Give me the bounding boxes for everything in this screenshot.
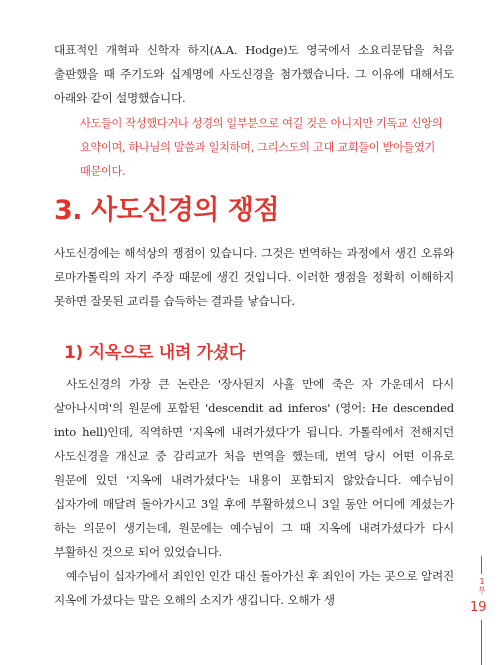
side-divider — [481, 556, 482, 574]
block-quote: 사도들이 작성했다거나 성경의 일부분으로 여길 것은 아니지만 기독교 신앙의 요약이며, 하나님의 말씀과 일치하며, 그리스도의 고대 교회들이 받아들였기 때문이다. — [80, 117, 443, 178]
section-paragraph: 사도신경에는 해석상의 쟁점이 있습니다. 그것은 번역하는 과정에서 생긴 오류와 로마가톨릭의 자기 주장 때문에 생긴 것입니다. 이러한 쟁점을 정확히 이해하지 못하면 잘못된 교리를 습득하는 결과를 낳습니다. — [54, 246, 454, 308]
page-number: 19 — [470, 600, 487, 615]
part-label: 1부 — [478, 577, 486, 595]
subsection-title: 1) 지옥으로 내려 가셨다 — [64, 343, 245, 363]
section-title: 3. 사도신경의 쟁점 — [54, 195, 279, 226]
body-paragraph-1: 사도신경의 가장 큰 논란은 '장사된지 사흘 만에 죽은 자 가운데서 다시 살아나시며'의 원문에 포함된 'descendit ad inferos' (영어: He descended into hell)인데, 직역하면 '지옥에 내려가셨다'가 됩니다. 가톨릭에서 전해지던 사도신경을 개신교 중 감리교가 처음 번역을 했는데, 번역 당시 어떤 이유로 원문에 있던 '지옥에 내려가셨다'는 내용이 포함되지 않았습니다. 예수님이 십자가에 매달려 돌아가시고 3일 후에 부활하셨으니 3일 동안 어디에 계셨는가 하는 의문이 생기는데, 원문에는 예수님이 그 때 지옥에 내려가셨다가 다시 부활하신 것으로 되어 있었습니다. — [54, 377, 454, 559]
side-divider-bottom — [481, 620, 482, 665]
intro-paragraph: 대표적인 개혁파 신학자 하지(A.A. Hodge)도 영국에서 소요리문답을 처음 출판했을 때 주기도와 십계명에 사도신경을 첨가했습니다. 그 이유에 대해서도 아래와 같이 설명했습니다. — [54, 43, 454, 105]
body-paragraph-2: 예수님이 십자가에서 죄인인 인간 대신 돌아가신 후 죄인이 가는 곳으로 알려진 지옥에 가셨다는 말은 오해의 소지가 생깁니다. 오해가 생 — [54, 569, 454, 607]
